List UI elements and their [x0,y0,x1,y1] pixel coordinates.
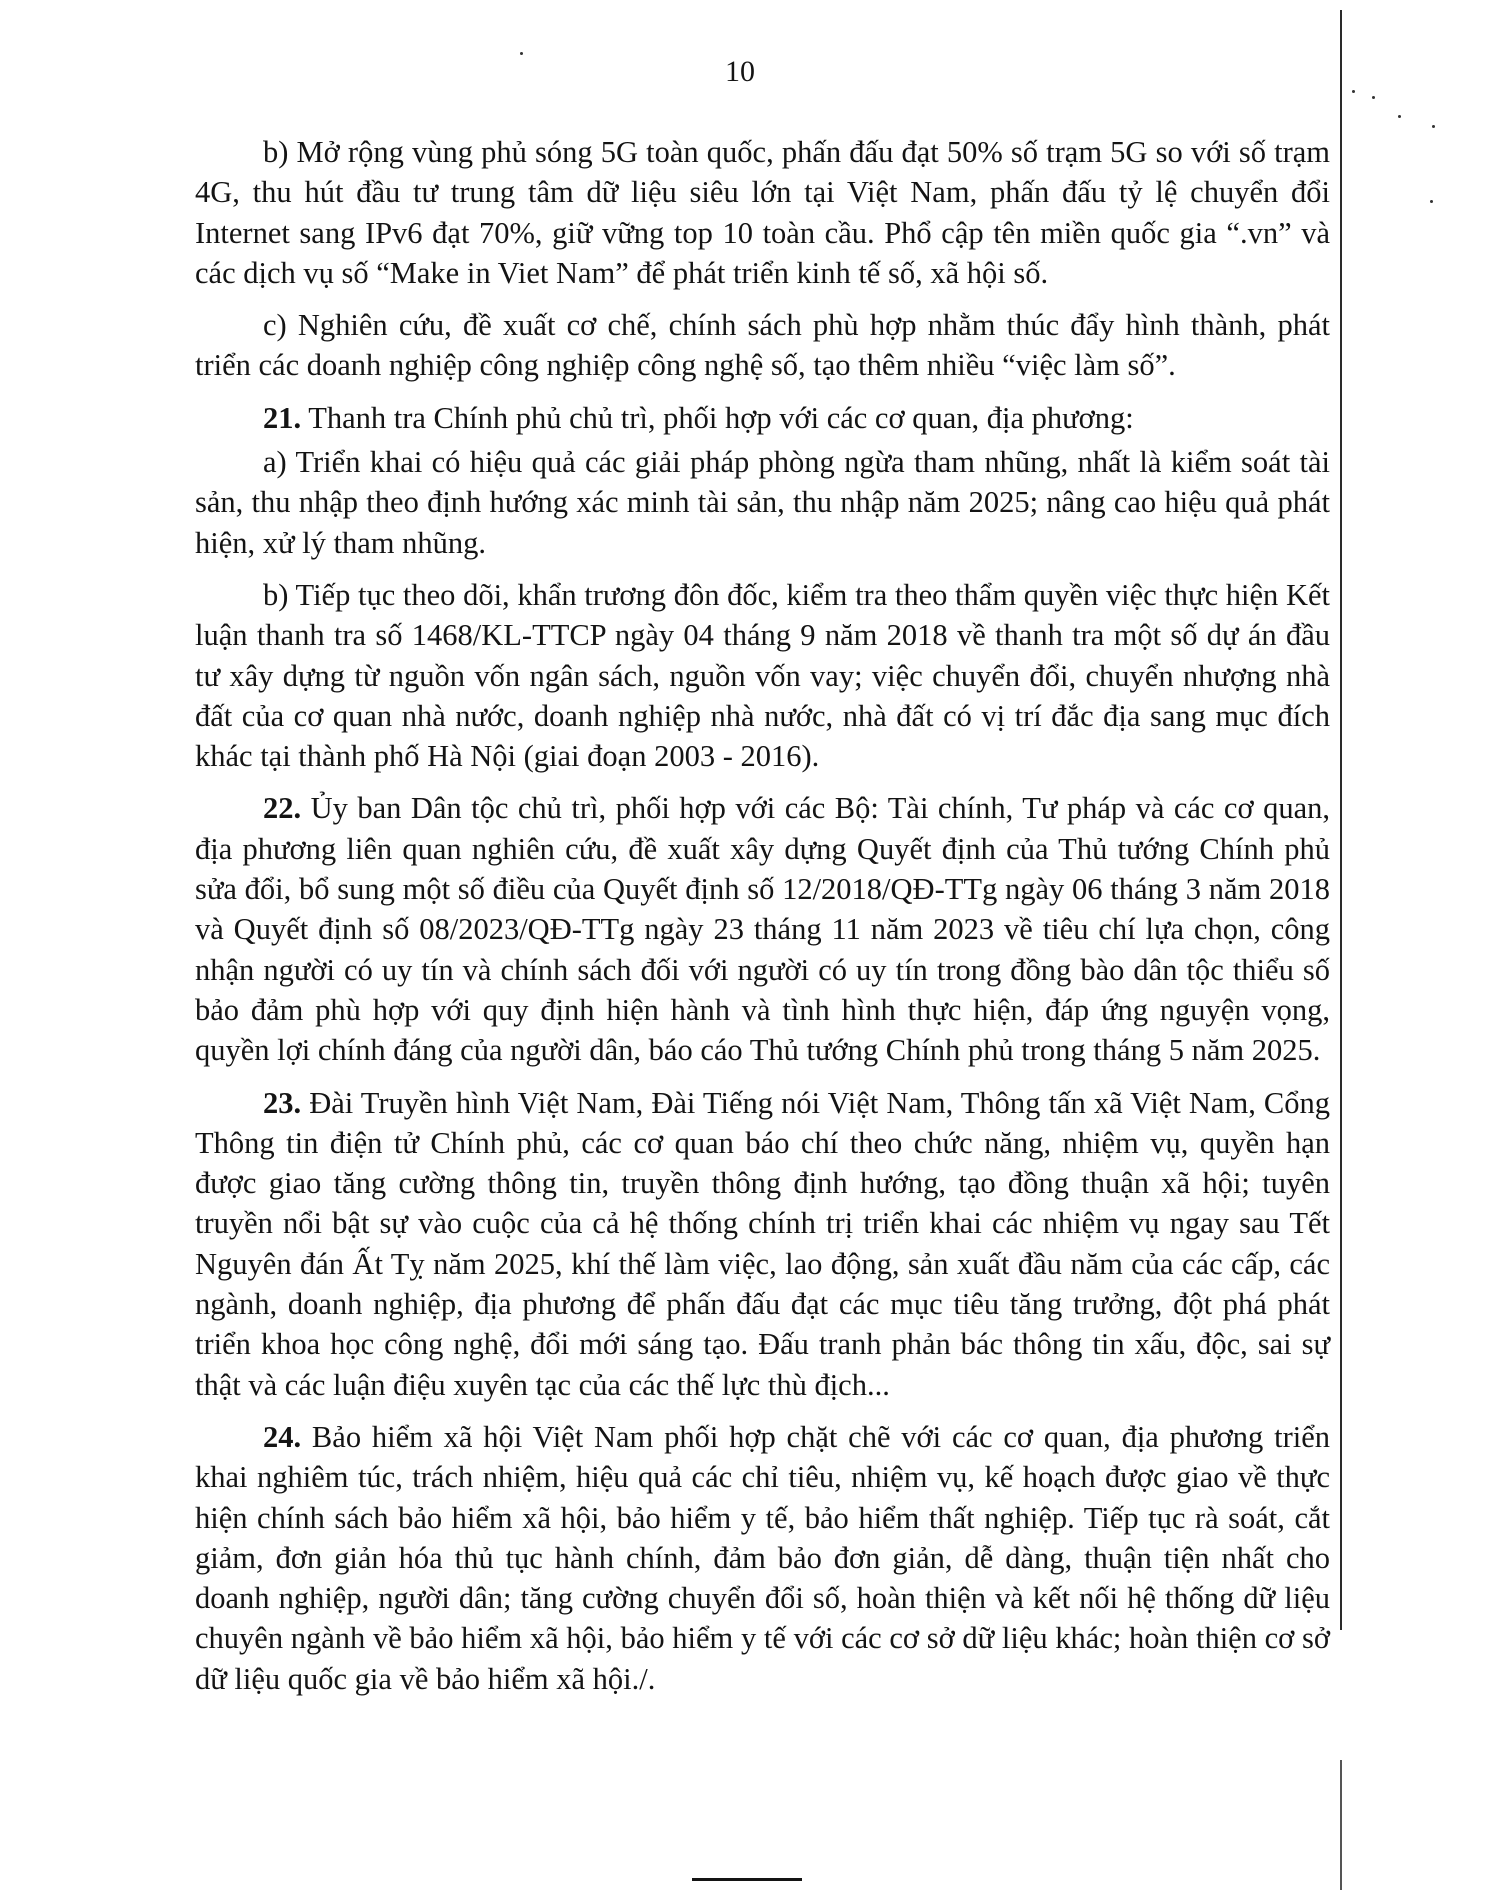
scan-speck [1398,115,1401,118]
paragraph-24: 24. Bảo hiểm xã hội Việt Nam phối hợp chặt chẽ với các cơ quan, địa phương triển khai nghiêm túc, trách nhiệm, hiệu quả các chỉ tiêu, nhiệm vụ, kế hoạch được giao về thực hiện chính sách bảo hiểm xã hội, bảo hiểm y tế, bảo hiểm thất nghiệp. Tiếp tục rà soát, cắt giảm, đơn giản hóa thủ tục hành chính, đảm bảo đơn giản, dễ dàng, thuận tiện nhất cho doanh nghiệp, người dân; tăng cường chuyển đổi số, hoàn thiện và kết nối hệ thống dữ liệu chuyên ngành về bảo hiểm xã hội, bảo hiểm y tế với các cơ sở dữ liệu khác; hoàn thiện cơ sở dữ liệu quốc gia về bảo hiểm xã hội./. [195,1419,1330,1696]
paragraph-21a: a) Triển khai có hiệu quả các giải pháp phòng ngừa tham nhũng, nhất là kiểm soát tài sản, thu nhập theo định hướng xác minh tài sản, thu nhập năm 2025; nâng cao hiệu quả phát hiện, xử lý tham nhũng. [195,445,1330,560]
scan-margin-line [1340,10,1342,1630]
paragraph-20b: b) Mở rộng vùng phủ sóng 5G toàn quốc, phấn đấu đạt 50% số trạm 5G so với số trạm 4G, thu hút đầu tư trung tâm dữ liệu siêu lớn tại Việt Nam, phấn đấu tỷ lệ chuyển đổi Internet sang IPv6 đạt 70%, giữ vững top 10 toàn cầu. Phổ cập tên miền quốc gia “.vn” và các dịch vụ số “Make in Viet Nam” để phát triển kinh tế số, xã hội số. [195,135,1330,290]
paragraph-23: 23. Đài Truyền hình Việt Nam, Đài Tiếng nói Việt Nam, Thông tấn xã Việt Nam, Cổng Thông tin điện tử Chính phủ, các cơ quan báo chí theo chức năng, nhiệm vụ, quyền hạn được giao tăng cường thông tin, truyền thông định hướng, tạo đồng thuận xã hội; tuyên truyền nổi bật sự vào cuộc của cả hệ thống chính trị triển khai các nhiệm vụ ngay sau Tết Nguyên đán Ất Tỵ năm 2025, khí thế làm việc, lao động, sản xuất đầu năm của các cấp, các ngành, doanh nghiệp, địa phương để phấn đấu đạt các mục tiêu tăng trưởng, đột phá phát triển khoa học công nghệ, đổi mới sáng tạo. Đấu tranh phản bác thông tin xấu, độc, sai sự thật và các luận điệu xuyên tạc của các thế lực thù địch... [195,1085,1330,1402]
paragraph-20c: c) Nghiên cứu, đề xuất cơ chế, chính sách phù hợp nhằm thúc đẩy hình thành, phát triển các doanh nghiệp công nghiệp công nghệ số, tạo thêm nhiều “việc làm số”. [195,308,1330,383]
scan-margin-line-lower [1340,1760,1342,1890]
paragraph-21: 21. Thanh tra Chính phủ chủ trì, phối hợp với các cơ quan, địa phương: [263,400,1134,435]
end-of-document-rule [692,1878,802,1881]
scan-speck [1432,125,1435,128]
document-body [195,132,1330,1703]
paragraph-21b: b) Tiếp tục theo dõi, khẩn trương đôn đốc, kiểm tra theo thẩm quyền việc thực hiện Kết luận thanh tra số 1468/KL-TTCP ngày 04 tháng 9 năm 2018 về thanh tra một số dự án đầu tư xây dựng từ nguồn vốn ngân sách, nguồn vốn vay; việc chuyển đổi, chuyển nhượng nhà đất của cơ quan nhà nước, doanh nghiệp nhà nước, nhà đất có vị trí đắc địa sang mục đích khác tại thành phố Hà Nội (giai đoạn 2003 - 2016). [195,577,1330,774]
scan-speck [1372,96,1375,99]
page-number: 10 [725,55,755,88]
scan-speck [1430,200,1433,203]
paragraph-22: 22. Ủy ban Dân tộc chủ trì, phối hợp với các Bộ: Tài chính, Tư pháp và các cơ quan, địa phương liên quan nghiên cứu, đề xuất xây dựng Quyết định của Thủ tướng Chính phủ sửa đổi, bổ sung một số điều của Quyết định số 12/2018/QĐ-TTg ngày 06 tháng 3 năm 2018 và Quyết định số 08/2023/QĐ-TTg ngày 23 tháng 11 năm 2023 về tiêu chí lựa chọn, công nhận người có uy tín và chính sách đối với người có uy tín trong đồng bào dân tộc thiểu số bảo đảm phù hợp với quy định hiện hành và tình hình thực hiện, đáp ứng nguyện vọng, quyền lợi chính đáng của người dân, báo cáo Thủ tướng Chính phủ trong tháng 5 năm 2025. [195,791,1330,1068]
